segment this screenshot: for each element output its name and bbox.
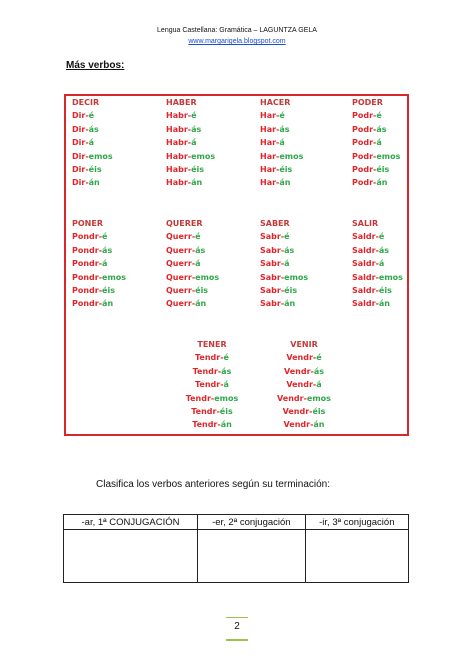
conjugated-form [166,271,219,284]
verb-ending: á [102,259,108,269]
conjugated-form [72,150,113,163]
column-header-ir: -ir, 3ª conjugación [305,515,408,530]
verb-ending: éis [376,165,390,175]
verb-stem: Podr- [352,165,377,175]
conjugated-form [352,176,400,189]
conjugated-form [260,163,303,176]
conjugated-form [352,163,400,176]
verb-ending: é [195,232,201,242]
verb-stem: Pondr- [72,286,103,296]
conjugated-form [260,136,303,149]
verb-stem: Saldr- [352,232,379,242]
conjugated-form [276,378,332,391]
verb-ending: á [195,259,201,269]
verb-ending: éis [191,165,205,175]
verb-ending: éis [284,286,298,296]
conjugated-form [352,271,403,284]
verb-ending: éis [102,286,115,296]
verb-stem: Vendr- [277,393,307,403]
verb-ending: ás [378,245,390,255]
verb-stem: Tendr- [195,353,224,363]
classification-table [63,514,409,583]
verb-infinitive: DECIR [72,98,100,107]
verb-stem: Dir- [72,124,89,134]
conjugated-form [72,244,126,257]
conjugated-form [260,230,308,243]
conjugated-form [352,257,403,270]
verb-infinitive: SABER [260,219,290,228]
conjugated-form [352,136,400,149]
verb-ending: emos [284,272,309,282]
verb-stem: Saldr- [352,286,379,296]
page-number-bottom-rule [226,639,248,641]
verb-stem: Har- [260,151,280,161]
conjugated-form [276,418,332,431]
verb-infinitive: QUERER [166,219,203,228]
verb-stem: Querr- [166,245,196,255]
conjugated-form [72,271,126,284]
verb-ending: ás [284,245,295,255]
verb-stem: Saldr- [352,245,379,255]
verb-stem: Dir- [72,151,89,161]
verb-ending: é [316,353,322,363]
conjugated-form [260,257,308,270]
verb-ending: á [378,259,385,269]
conjugated-form [72,123,113,136]
verb-ending: ás [195,245,206,255]
verb-stem: Habr- [166,138,192,148]
conjugated-form [352,109,400,122]
conjugated-form [184,365,240,378]
verb-ending: é [279,111,285,121]
verb-infinitive: SALIR [352,219,379,228]
conjugated-form [72,163,113,176]
verb-stem: Habr- [166,178,192,188]
conjugated-form [276,392,332,405]
verb-ending: éis [312,407,326,417]
verb-stem: Tendr- [191,407,220,417]
verb-ending: án [191,178,203,188]
verb-stem: Pondr- [72,245,103,255]
verb-ending: éis [88,165,102,175]
conjugated-form [260,244,308,257]
verb-stem: Sabr- [260,272,285,282]
verb-ending: éis [279,165,293,175]
verb-stem: Habr- [166,124,192,134]
conjugated-form [72,257,126,270]
conjugated-form [166,257,219,270]
verb-ending: ás [102,245,113,255]
verb-ending: á [316,380,322,390]
verb-column-venir [276,338,332,432]
verb-column-poner [72,217,126,311]
conjugated-form [184,405,240,418]
verb-stem: Pondr- [72,232,103,242]
conjugated-form [260,271,308,284]
verb-infinitive: PONER [72,219,103,228]
verb-stem: Vendr- [283,366,314,376]
column-header-er: -er, 2ª conjugación [198,515,306,530]
verb-ending: emos [195,272,220,282]
conjugated-form [72,176,113,189]
verb-stem: Har- [260,111,280,121]
conjugated-form [184,351,240,364]
verb-stem: Sabr- [260,299,285,309]
verb-ending: é [88,111,95,121]
verb-ending: emos [102,272,127,282]
verb-stem: Saldr- [352,272,379,282]
verb-stem: Vendr- [286,380,317,390]
verb-column-haber [166,96,215,190]
verb-ending: emos [191,151,216,161]
verb-column-querer [166,217,219,311]
conjugated-form [72,136,113,149]
conjugated-form [260,123,303,136]
verb-stem: Tendr- [192,366,222,376]
conjugated-form [260,297,308,310]
verb-ending: é [102,232,108,242]
verb-stem: Querr- [166,299,196,309]
verb-stem: Querr- [166,286,196,296]
verb-column-salir [352,217,403,311]
verb-stem: Saldr- [352,259,379,269]
verb-stem: Har- [260,178,280,188]
verb-stem: Saldr- [352,299,379,309]
conjugated-form [166,230,219,243]
verb-ending: án [220,420,232,430]
conjugated-form [352,150,400,163]
verb-ending: án [313,420,325,430]
verb-infinitive: VENIR [290,340,318,349]
verb-ending: án [195,299,207,309]
verb-stem: Sabr- [260,232,285,242]
conjugated-form [184,378,240,391]
verb-ending: éis [378,286,392,296]
verb-ending: ás [221,366,232,376]
verb-stem: Querr- [166,259,196,269]
verb-stem: Habr- [166,151,192,161]
verb-stem: Har- [260,138,280,148]
table-header-row [64,515,409,530]
verb-ending: emos [214,393,239,403]
verb-stem: Querr- [166,232,196,242]
verb-ending: ás [376,124,387,134]
verb-ending: é [191,111,197,121]
verb-stem: Querr- [166,272,196,282]
verb-ending: emos [376,151,401,161]
verb-column-hacer [260,96,303,190]
conjugated-form [166,176,215,189]
verb-stem: Sabr- [260,259,285,269]
verb-ending: án [102,299,114,309]
verb-stem: Vendr- [286,353,317,363]
verb-infinitive: PODER [352,98,383,107]
table-answer-row [64,530,409,583]
verb-ending: é [284,232,290,242]
verb-stem: Podr- [352,151,377,161]
conjugated-form [260,109,303,122]
verb-stem: Pondr- [72,272,103,282]
verb-ending: ás [88,124,99,134]
verb-ending: emos [88,151,113,161]
verb-ending: á [279,138,285,148]
verb-ending: á [223,380,229,390]
verb-stem: Dir- [72,165,89,175]
verb-stem: Dir- [72,178,89,188]
conjugated-form [184,418,240,431]
conjugated-form [72,284,126,297]
conjugated-form [352,123,400,136]
conjugated-form [166,150,215,163]
verb-ending: éis [219,407,233,417]
verb-stem: Podr- [352,138,377,148]
conjugated-form [352,244,403,257]
conjugated-form [72,109,113,122]
verb-stem: Har- [260,124,280,134]
verb-column-poder [352,96,400,190]
blog-link[interactable]: www.margarigela.blogspot.com [188,38,286,45]
conjugated-form [166,244,219,257]
verb-stem: Pondr- [72,299,103,309]
conjugated-form [166,123,215,136]
exercise-instruction: Clasifica los verbos anteriores según su terminación: [96,479,330,490]
conjugated-form [352,297,403,310]
verb-infinitive: TENER [197,340,227,349]
verb-stem: Dir- [72,111,89,121]
verb-ending: emos [306,393,331,403]
conjugated-form [166,297,219,310]
conjugated-form [276,405,332,418]
verb-stem: Tendr- [195,380,224,390]
verb-stem: Habr- [166,165,192,175]
verb-stem: Har- [260,165,280,175]
document-header-title: Lengua Castellana: Gramática – LAGUNTZA GELA [157,27,317,34]
verb-stem: Podr- [352,124,377,134]
verb-ending: á [191,138,197,148]
conjugated-form [72,230,126,243]
conjugated-form [166,109,215,122]
column-header-ar: -ar, 1ª CONJUGACIÓN [64,515,198,530]
verb-stem: Tendr- [185,393,215,403]
verb-ending: ás [313,366,325,376]
verb-infinitive: HACER [260,98,291,107]
verb-ending: é [378,232,385,242]
verb-ending: ás [279,124,290,134]
answer-cell-ar[interactable] [64,530,198,583]
conjugated-form [184,392,240,405]
verb-stem: Podr- [352,111,377,121]
conjugated-form [166,136,215,149]
answer-cell-ir[interactable] [305,530,408,583]
verb-ending: á [284,259,290,269]
conjugated-form [260,150,303,163]
verb-stem: Vendr- [282,407,313,417]
conjugated-form [166,163,215,176]
verb-stem: Pondr- [72,259,103,269]
verb-ending: án [284,299,296,309]
verb-stem: Habr- [166,111,192,121]
verb-ending: ás [191,124,202,134]
verb-infinitive: HABER [166,98,197,107]
verb-stem: Podr- [352,178,377,188]
verb-column-decir [72,96,113,190]
page-number: 2 [234,621,240,632]
answer-cell-er[interactable] [198,530,306,583]
verb-ending: án [279,178,291,188]
verb-ending: á [88,138,95,148]
verb-ending: é [223,353,229,363]
verb-stem: Vendr- [283,420,314,430]
verb-column-tener [184,338,240,432]
verb-column-saber [260,217,308,311]
conjugated-form [72,297,126,310]
verb-ending: éis [195,286,209,296]
verb-ending: emos [279,151,304,161]
verb-ending: án [378,299,390,309]
conjugated-form [166,284,219,297]
verb-ending: á [376,138,382,148]
verb-stem: Sabr- [260,245,285,255]
verb-stem: Sabr- [260,286,285,296]
verb-stem: Tendr- [192,420,221,430]
section-title: Más verbos: [66,60,125,71]
conjugated-form [260,284,308,297]
conjugated-form [352,230,403,243]
verb-ending: án [376,178,388,188]
conjugated-form [352,284,403,297]
conjugated-form [276,365,332,378]
conjugated-form [276,351,332,364]
conjugated-form [260,176,303,189]
verb-ending: án [88,178,100,188]
verb-ending: é [376,111,382,121]
verb-stem: Dir- [72,138,89,148]
verb-ending: emos [378,272,403,282]
